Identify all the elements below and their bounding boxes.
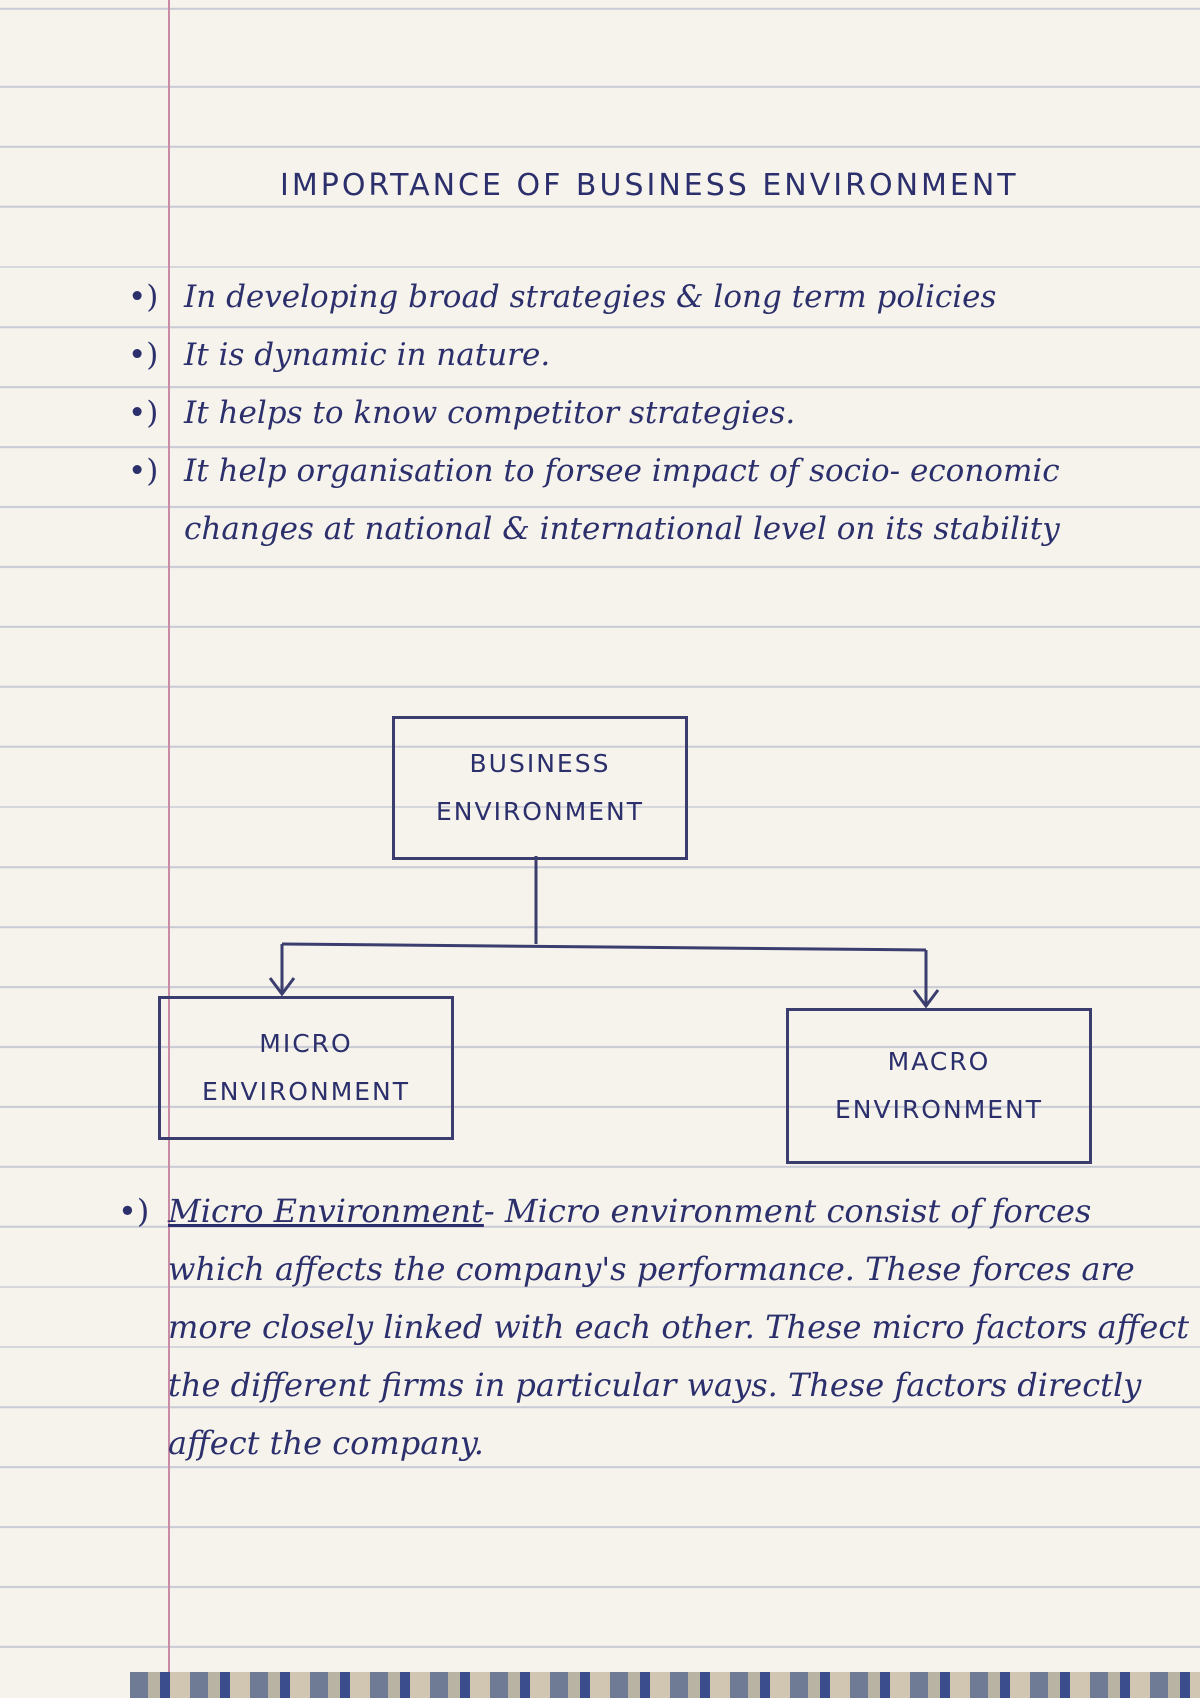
business-environment-box — [392, 716, 688, 860]
page-title: IMPORTANCE OF BUSINESS ENVIRONMENT — [280, 168, 1019, 203]
bullet-marker: •) — [128, 395, 159, 431]
macro-environment-box — [786, 1008, 1092, 1164]
bullet-text: It helps to know competitor strategies. — [184, 395, 796, 431]
bullet-marker: •) — [128, 453, 159, 489]
box-line: ENVIRONMENT — [834, 1095, 1044, 1124]
bullet-marker: •) — [118, 1192, 150, 1230]
micro-environment-box — [158, 996, 454, 1140]
box-line: MACRO — [887, 1047, 991, 1076]
paragraph-text: Micro environment consist of forces which affects the company's performance. These forces are more closely linked with each other. These micro factors affect the different firms in particular ways. These factors directly affect the company. — [168, 1192, 1190, 1462]
page-bottom-edge — [130, 1672, 1200, 1698]
bullet-marker: •) — [128, 279, 159, 315]
box-line: ENVIRONMENT — [435, 797, 645, 826]
paragraph-separator: - — [483, 1192, 505, 1230]
bullet-marker: •) — [128, 337, 159, 373]
branch-line — [282, 944, 926, 950]
bullet-text: In developing broad strategies & long term policies — [184, 279, 997, 315]
micro-environment-paragraph — [118, 1182, 1198, 1472]
box-line: BUSINESS — [469, 749, 611, 778]
bullet-text: It help organisation to forsee impact of socio- economic changes at national & international level on its stability — [184, 453, 1060, 547]
box-line: ENVIRONMENT — [201, 1077, 411, 1106]
box-line: MICRO — [259, 1029, 353, 1058]
bullet-text: It is dynamic in nature. — [184, 337, 551, 373]
paragraph-heading: Micro Environment — [168, 1192, 484, 1230]
